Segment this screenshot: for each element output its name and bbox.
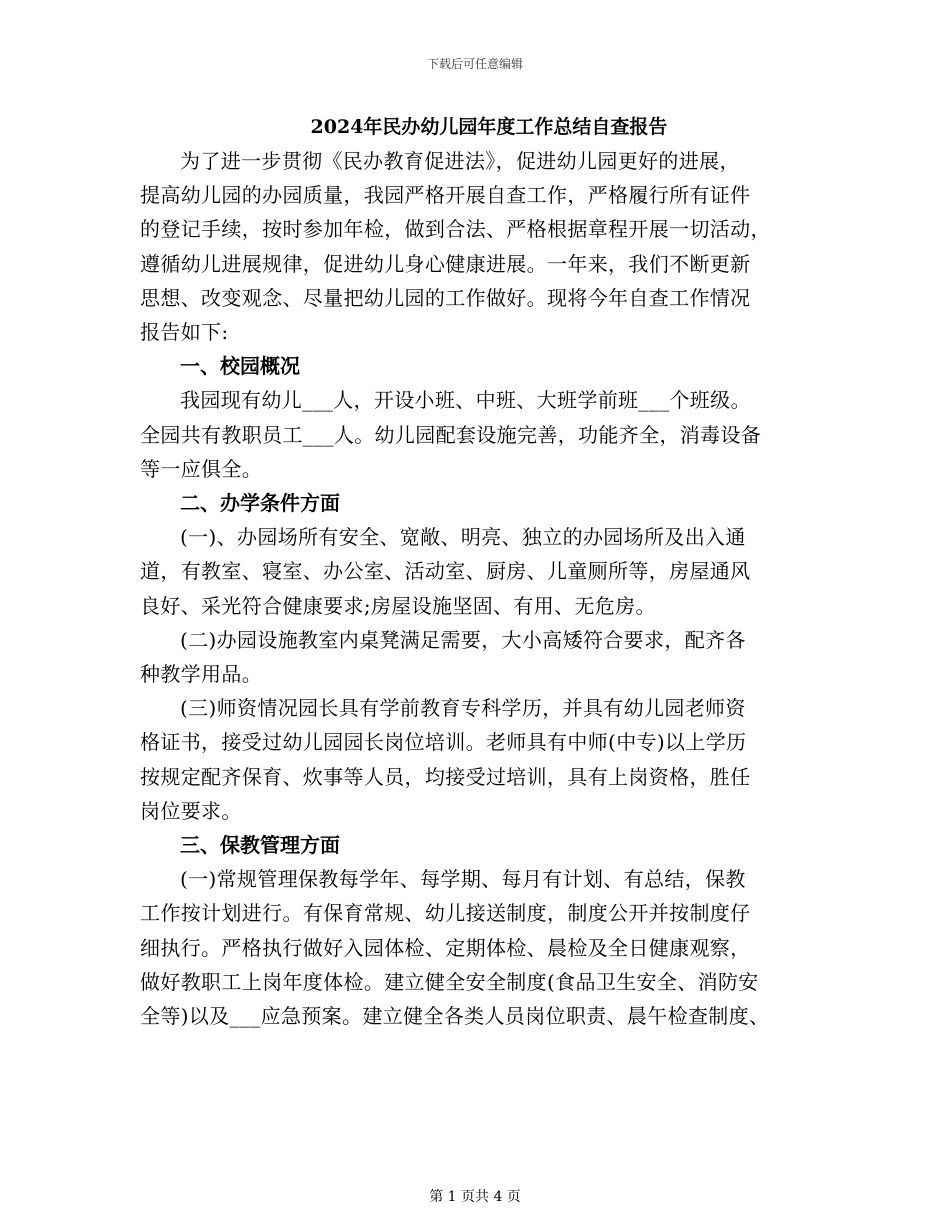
paragraph-line: 为了进一步贯彻《民办教育促进法》，促进幼儿园更好的进展， (180, 149, 740, 173)
header-note: 下载后可任意编辑 (426, 57, 523, 71)
paragraph-line: 报告如下: (140, 320, 229, 345)
paragraph-line: 格证书，接受过幼儿园园长岗位培训。老师具有中师(中专)以上学历 (140, 730, 747, 755)
section-heading: 二、办学条件方面 (180, 491, 340, 516)
paragraph (140, 862, 802, 1033)
paragraph-line: 工作按计划进行。有保育常规、幼儿接送制度，制度公开并按制度仔 (140, 901, 751, 926)
paragraph-line: 等一应俱全。 (140, 456, 263, 481)
section-heading: 一、校园概况 (180, 354, 300, 379)
paragraph (140, 383, 802, 486)
paragraph (140, 691, 802, 828)
document-title: 2024年民办幼儿园年度工作总结自查报告 (310, 116, 668, 138)
paragraph (140, 144, 802, 349)
paragraph (140, 520, 802, 623)
paragraph-line: 做好教职工上岗年度体检。建立健全安全制度(食品卫生安全、消防安 (140, 969, 759, 994)
paragraph-line: (一)常规管理保教每学年、每学期、每月有计划、有总结，保教 (180, 867, 746, 892)
page-footer: 第 1 页共 4 页 (429, 1189, 521, 1205)
paragraph-line: 的登记手续，按时参加年检，做到合法、严格根据章程开展一切活动， (140, 217, 771, 242)
paragraph-line: 种教学用品。 (140, 662, 263, 687)
document-body (140, 116, 802, 1033)
paragraph-line: (二)办园设施教室内桌凳满足需要，大小高矮符合要求，配齐各 (180, 627, 746, 652)
paragraph-line: 全园共有教职员工___人。幼儿园配套设施完善，功能齐全，消毒设备 (140, 422, 762, 447)
paragraph-line: 全等)以及___应急预案。建立健全各类人员岗位职责、晨午检查制度、 (140, 1004, 770, 1029)
paragraph-line: 岗位要求。 (140, 798, 242, 823)
paragraph-line: 提高幼儿园的办园质量，我园严格开展自查工作，严格履行所有证件 (140, 183, 751, 208)
paragraph-line: (一)、办园场所有安全、宽敞、明亮、独立的办园场所及出入通 (180, 525, 746, 550)
section-heading: 三、保教管理方面 (180, 833, 340, 858)
paragraph-line: 细执行。严格执行做好入园体检、定期体检、晨检及全日健康观察， (140, 935, 751, 960)
paragraph-line: 良好、采光符合健康要求;房屋设施坚固、有用、无危房。 (140, 593, 656, 618)
paragraph (140, 623, 802, 691)
paragraph-line: 按规定配齐保育、炊事等人员，均接受过培训，具有上岗资格，胜任 (140, 764, 751, 789)
paragraph-line: 我园现有幼儿___人，开设小班、中班、大班学前班___个班级。 (180, 388, 751, 413)
paragraph-line: 思想、改变观念、尽量把幼儿园的工作做好。现将今年自查工作情况 (140, 285, 751, 310)
document-blocks (140, 144, 802, 1033)
paragraph-line: 道，有教室、寝室、办公室、活动室、厨房、儿童厕所等，房屋通风 (140, 559, 751, 584)
paragraph-line: 遵循幼儿进展规律，促进幼儿身心健康进展。一年来，我们不断更新 (140, 251, 751, 276)
paragraph-line: (三)师资情况园长具有学前教育专科学历，并具有幼儿园老师资 (180, 696, 746, 721)
